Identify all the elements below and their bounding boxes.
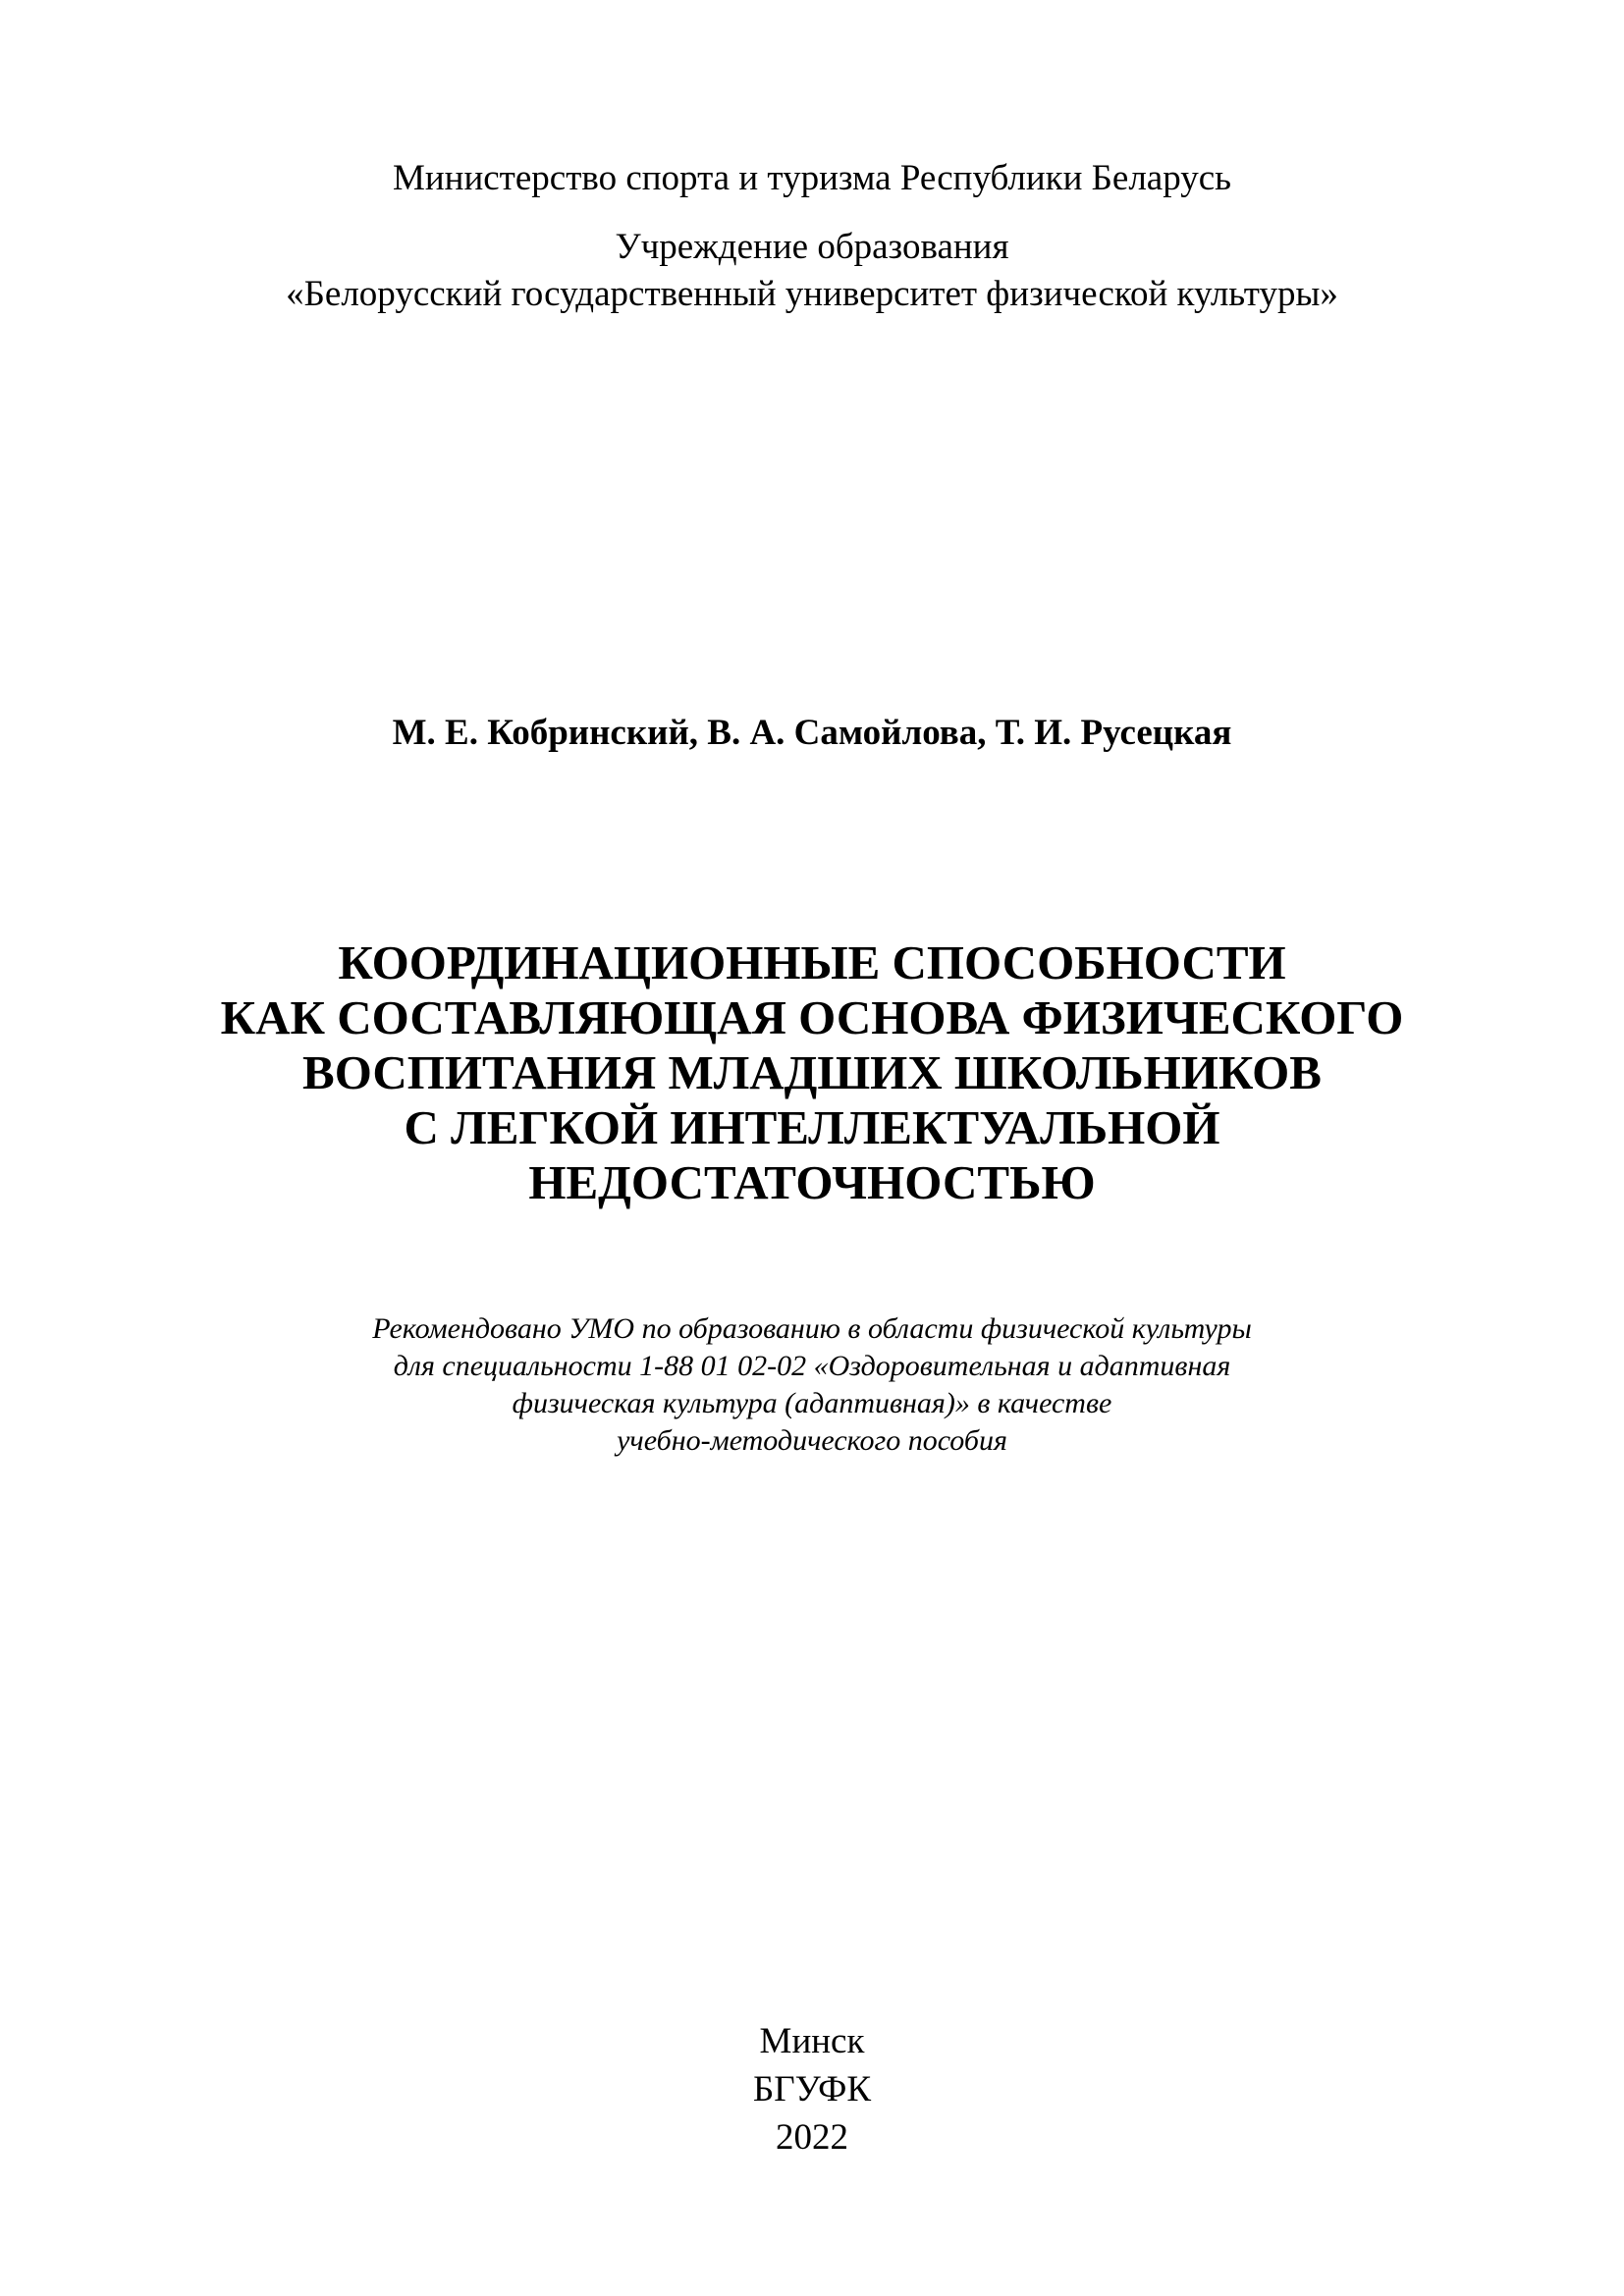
recommendation	[0, 1310, 1624, 1460]
title-line: КАК СОСТАВЛЯЮЩАЯ ОСНОВА ФИЗИЧЕСКОГО	[220, 990, 1404, 1044]
recommendation-line: физическая культура (адаптивная)» в качестве	[512, 1387, 1112, 1419]
imprint-city: Минск	[759, 2021, 865, 2061]
ministry-line: Министерство спорта и туризма Республики Беларусь	[392, 158, 1232, 198]
imprint	[0, 2017, 1624, 2162]
imprint-publisher: БГУФК	[753, 2069, 871, 2109]
authors: М. Е. Кобринский, В. А. Самойлова, Т. И. Русецкая	[392, 713, 1232, 753]
institution-name: «Белорусский государственный университет физической культуры»	[286, 274, 1338, 314]
recommendation-line: учебно-методического пособия	[617, 1424, 1007, 1457]
imprint-year: 2022	[776, 2117, 848, 2158]
recommendation-line: для специальности 1-88 01 02-02 «Оздоровительная и адаптивная	[393, 1350, 1231, 1382]
title-line: ВОСПИТАНИЯ МЛАДШИХ ШКОЛЬНИКОВ	[302, 1045, 1322, 1099]
book-title	[0, 935, 1624, 1210]
title-line: КООРДИНАЦИОННЫЕ СПОСОБНОСТИ	[338, 935, 1286, 989]
title-line: НЕДОСТАТОЧНОСТЬЮ	[528, 1155, 1096, 1209]
title-line: С ЛЕГКОЙ ИНТЕЛЛЕКТУАЛЬНОЙ	[404, 1100, 1220, 1154]
institution-type: Учреждение образования	[615, 227, 1009, 267]
recommendation-line: Рекомендовано УМО по образованию в области физической культуры	[372, 1312, 1252, 1345]
